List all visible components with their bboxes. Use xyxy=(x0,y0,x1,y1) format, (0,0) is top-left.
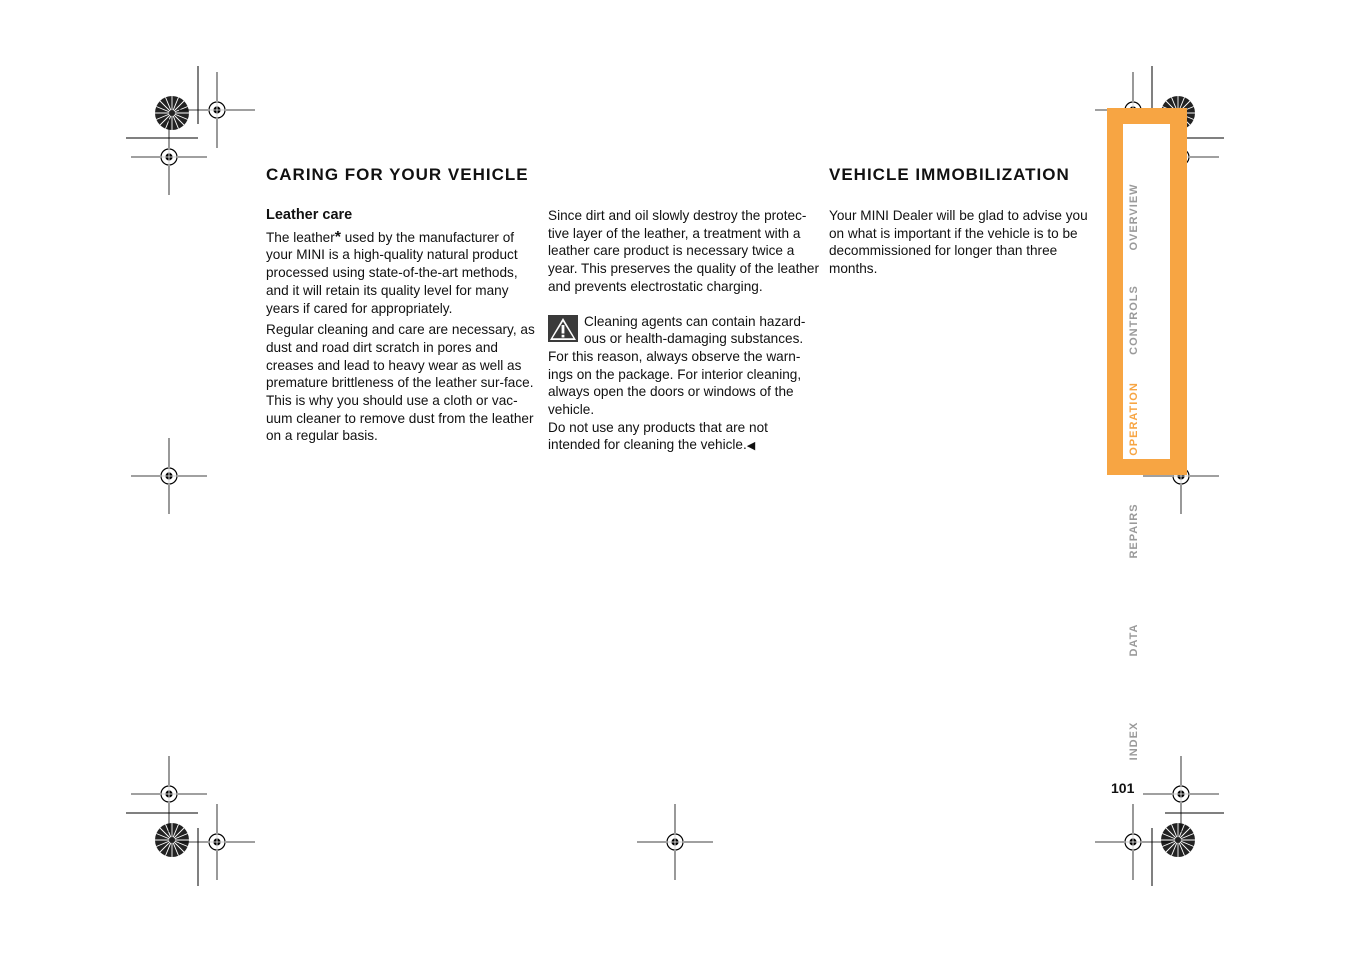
column-leather-treatment xyxy=(548,207,820,456)
leather-intro-start: The leather xyxy=(266,229,335,245)
paragraph-immobilization: Your MINI Dealer will be glad to advise you on what is important if the vehicle is to be decommissioned for longer than three months. xyxy=(829,208,1088,277)
side-nav-data[interactable]: DATA xyxy=(1128,623,1140,657)
optional-equipment-star: * xyxy=(334,228,341,246)
side-nav-index[interactable]: INDEX xyxy=(1128,721,1140,761)
warning-last-text: Do not use any products that are not intended for cleaning the vehicle. xyxy=(548,419,768,453)
warning-body: For this reason, always observe the warn-ings on the package. For interior cleaning, always open the doors or windows of the vehicle. xyxy=(548,348,802,418)
warning-block xyxy=(548,313,820,457)
column-immobilization xyxy=(829,207,1101,278)
warning-last xyxy=(548,419,820,456)
leather-intro-rest: used by the manufacturer of your MINI is a high-quality natural product processed using state-of-the-art methods, and it will retain its quality level for many years if cared for appropriately. xyxy=(266,229,518,316)
paragraph-leather-dust: This is why you should use a cloth or vac-uum cleaner to remove dust from the leather on a regular basis. xyxy=(266,393,534,444)
side-nav-repairs[interactable]: REPAIRS xyxy=(1128,503,1140,559)
side-nav-controls[interactable]: CONTROLS xyxy=(1128,285,1140,355)
paragraph-leather-cleaning: Regular cleaning and care are necessary, as dust and road dirt scratch in pores and creases and lead to heavy wear as well as premature brittleness of the leather sur-face. xyxy=(266,322,535,391)
side-nav-operation[interactable]: OPERATION xyxy=(1128,382,1140,456)
subheading-leather-care: Leather care xyxy=(266,207,353,223)
paragraph-leather-intro xyxy=(266,229,538,318)
end-of-section-mark: ◀ xyxy=(746,440,756,453)
side-nav-overview[interactable]: OVERVIEW xyxy=(1128,183,1140,251)
warning-triangle-icon xyxy=(548,315,578,342)
column-leather-care xyxy=(266,207,538,445)
section-heading-caring: CARING FOR YOUR VEHICLE xyxy=(266,165,529,184)
warning-lead: Cleaning agents can contain hazard-ous or health-damaging substances. xyxy=(584,313,806,347)
paragraph-leather-treatment: Since dirt and oil slowly destroy the protec-tive layer of the leather, a treatment with a leather care product is necessary twice a year. This preserves the quality of the leather and prevents electrostatic charging. xyxy=(548,208,820,294)
section-heading-immobilization: VEHICLE IMMOBILIZATION xyxy=(829,165,1070,184)
page-number: 101 xyxy=(1111,780,1135,796)
